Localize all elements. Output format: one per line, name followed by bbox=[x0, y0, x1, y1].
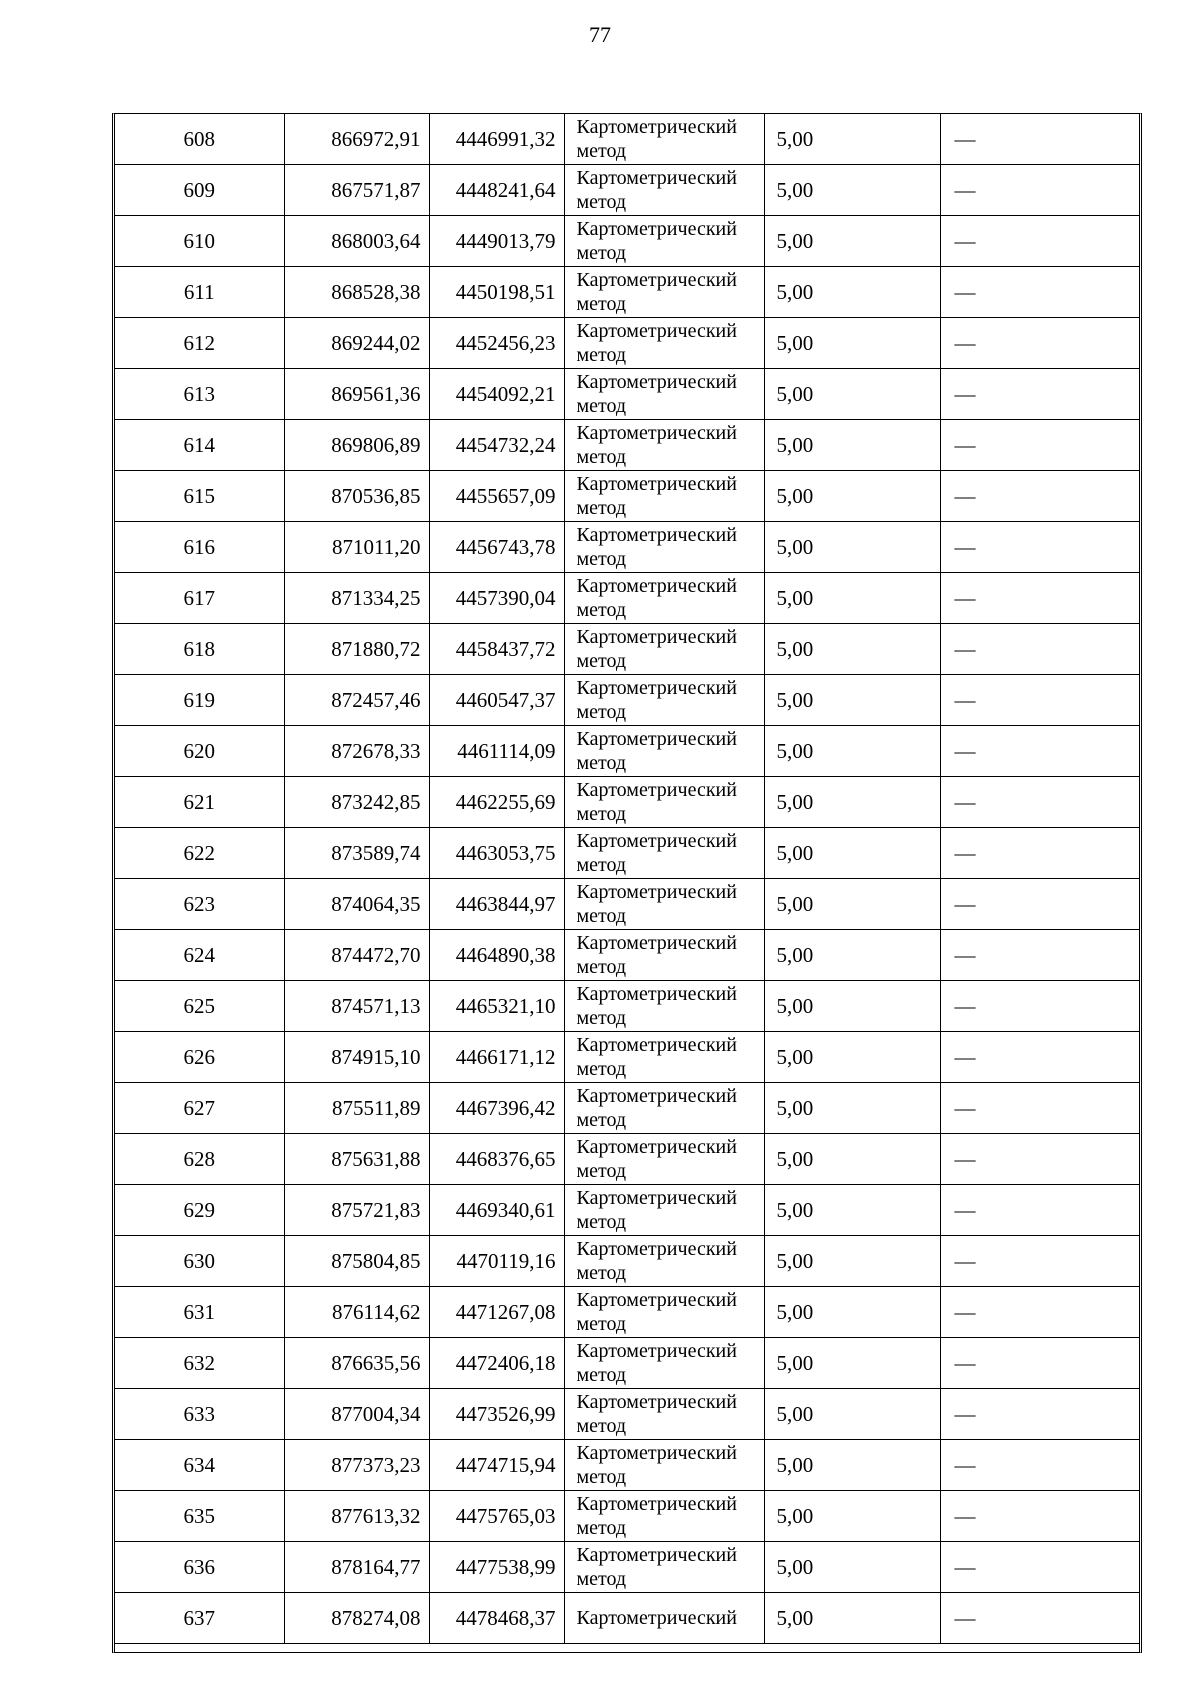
method-line-2: метод bbox=[576, 395, 627, 417]
x-coordinate: 877373,23 bbox=[284, 1440, 429, 1491]
point-number: 634 bbox=[115, 1440, 284, 1491]
method-cell bbox=[564, 1032, 764, 1083]
table-row bbox=[115, 1134, 1139, 1185]
table-row bbox=[115, 1542, 1139, 1593]
accuracy-value: 5,00 bbox=[764, 369, 940, 420]
method-line-1: Картометрический bbox=[576, 830, 737, 852]
method-cell bbox=[564, 522, 764, 573]
method-line-2: метод bbox=[576, 1415, 627, 1437]
point-number: 622 bbox=[115, 828, 284, 879]
point-number: 637 bbox=[115, 1593, 284, 1644]
table-row bbox=[115, 1389, 1139, 1440]
point-number: 633 bbox=[115, 1389, 284, 1440]
method-line-1: Картометрический bbox=[576, 1238, 737, 1260]
method-line-1: Картометрический bbox=[576, 371, 737, 393]
note-dash: — bbox=[940, 828, 1139, 879]
table-row bbox=[115, 318, 1139, 369]
method-line-2: метод bbox=[576, 1364, 627, 1386]
y-coordinate: 4460547,37 bbox=[429, 675, 564, 726]
accuracy-value: 5,00 bbox=[764, 1593, 940, 1644]
table-row bbox=[115, 1032, 1139, 1083]
method-line-1: Картометрический bbox=[576, 524, 737, 546]
y-coordinate: 4475765,03 bbox=[429, 1491, 564, 1542]
table-row bbox=[115, 114, 1139, 165]
table-row bbox=[115, 1185, 1139, 1236]
method-line-2: метод bbox=[576, 752, 627, 774]
table-row bbox=[115, 726, 1139, 777]
table-row bbox=[115, 420, 1139, 471]
method-line-1: Картометрический bbox=[576, 1085, 737, 1107]
table-row bbox=[115, 879, 1139, 930]
method-line-1: Картометрический bbox=[576, 320, 737, 342]
table-row bbox=[115, 930, 1139, 981]
method-cell bbox=[564, 1287, 764, 1338]
note-dash: — bbox=[940, 1338, 1139, 1389]
method-line-2: метод bbox=[576, 1517, 627, 1539]
method-cell bbox=[564, 624, 764, 675]
y-coordinate: 4458437,72 bbox=[429, 624, 564, 675]
x-coordinate: 867571,87 bbox=[284, 165, 429, 216]
accuracy-value: 5,00 bbox=[764, 777, 940, 828]
note-dash: — bbox=[940, 726, 1139, 777]
point-number: 632 bbox=[115, 1338, 284, 1389]
point-number: 631 bbox=[115, 1287, 284, 1338]
note-dash: — bbox=[940, 1542, 1139, 1593]
page-number: 77 bbox=[589, 22, 611, 47]
method-line-1: Картометрический bbox=[576, 881, 737, 903]
point-number: 610 bbox=[115, 216, 284, 267]
y-coordinate: 4450198,51 bbox=[429, 267, 564, 318]
y-coordinate: 4471267,08 bbox=[429, 1287, 564, 1338]
method-line-1: Картометрический bbox=[576, 218, 737, 240]
method-line-2: метод bbox=[576, 344, 627, 366]
note-dash: — bbox=[940, 1134, 1139, 1185]
table-row bbox=[115, 267, 1139, 318]
accuracy-value: 5,00 bbox=[764, 1083, 940, 1134]
y-coordinate: 4448241,64 bbox=[429, 165, 564, 216]
x-coordinate: 873589,74 bbox=[284, 828, 429, 879]
table-row bbox=[115, 216, 1139, 267]
y-coordinate: 4466171,12 bbox=[429, 1032, 564, 1083]
x-coordinate: 878164,77 bbox=[284, 1542, 429, 1593]
method-line-1: Картометрический bbox=[576, 167, 737, 189]
note-dash: — bbox=[940, 1593, 1139, 1644]
method-line-1: Картометрический bbox=[576, 677, 737, 699]
point-number: 626 bbox=[115, 1032, 284, 1083]
table-row bbox=[115, 624, 1139, 675]
x-coordinate: 871011,20 bbox=[284, 522, 429, 573]
accuracy-value: 5,00 bbox=[764, 573, 940, 624]
method-line-1: Картометрический bbox=[576, 1136, 737, 1158]
method-cell bbox=[564, 471, 764, 522]
x-coordinate: 876114,62 bbox=[284, 1287, 429, 1338]
method-line-2: метод bbox=[576, 242, 627, 264]
note-dash: — bbox=[940, 1287, 1139, 1338]
method-line-2: метод bbox=[576, 1313, 627, 1335]
accuracy-value: 5,00 bbox=[764, 675, 940, 726]
point-number: 617 bbox=[115, 573, 284, 624]
note-dash: — bbox=[940, 318, 1139, 369]
x-coordinate: 874472,70 bbox=[284, 930, 429, 981]
y-coordinate: 4472406,18 bbox=[429, 1338, 564, 1389]
method-line-2: метод bbox=[576, 599, 627, 621]
method-line-1: Картометрический bbox=[576, 575, 737, 597]
accuracy-value: 5,00 bbox=[764, 1491, 940, 1542]
method-cell bbox=[564, 1491, 764, 1542]
table-row bbox=[115, 1593, 1139, 1644]
method-cell bbox=[564, 1338, 764, 1389]
y-coordinate: 4454092,21 bbox=[429, 369, 564, 420]
coordinates-table bbox=[112, 113, 1142, 1653]
note-dash: — bbox=[940, 267, 1139, 318]
accuracy-value: 5,00 bbox=[764, 1440, 940, 1491]
point-number: 635 bbox=[115, 1491, 284, 1542]
note-dash: — bbox=[940, 777, 1139, 828]
note-dash: — bbox=[940, 1491, 1139, 1542]
method-line-1: Картометрический bbox=[576, 626, 737, 648]
y-coordinate: 4446991,32 bbox=[429, 114, 564, 165]
method-line-1: Картометрический bbox=[576, 473, 737, 495]
note-dash: — bbox=[940, 573, 1139, 624]
table-row bbox=[115, 573, 1139, 624]
note-dash: — bbox=[940, 114, 1139, 165]
point-number: 636 bbox=[115, 1542, 284, 1593]
accuracy-value: 5,00 bbox=[764, 1134, 940, 1185]
method-cell bbox=[564, 777, 764, 828]
table-row bbox=[115, 1287, 1139, 1338]
method-line-1: Картометрический bbox=[576, 779, 737, 801]
x-coordinate: 869561,36 bbox=[284, 369, 429, 420]
table-row bbox=[115, 777, 1139, 828]
method-line-1: Картометрический bbox=[576, 1187, 737, 1209]
method-cell bbox=[564, 726, 764, 777]
point-number: 613 bbox=[115, 369, 284, 420]
point-number: 621 bbox=[115, 777, 284, 828]
x-coordinate: 869244,02 bbox=[284, 318, 429, 369]
note-dash: — bbox=[940, 981, 1139, 1032]
method-cell bbox=[564, 1542, 764, 1593]
note-dash: — bbox=[940, 930, 1139, 981]
method-line-2: метод bbox=[576, 548, 627, 570]
method-cell bbox=[564, 573, 764, 624]
method-cell bbox=[564, 216, 764, 267]
method-cell bbox=[564, 879, 764, 930]
method-line-1: Картометрический bbox=[576, 1391, 737, 1413]
y-coordinate: 4470119,16 bbox=[429, 1236, 564, 1287]
accuracy-value: 5,00 bbox=[764, 267, 940, 318]
method-line-2: метод bbox=[576, 905, 627, 927]
method-cell bbox=[564, 981, 764, 1032]
x-coordinate: 868003,64 bbox=[284, 216, 429, 267]
x-coordinate: 875721,83 bbox=[284, 1185, 429, 1236]
point-number: 625 bbox=[115, 981, 284, 1032]
accuracy-value: 5,00 bbox=[764, 1542, 940, 1593]
note-dash: — bbox=[940, 879, 1139, 930]
y-coordinate: 4474715,94 bbox=[429, 1440, 564, 1491]
method-line-1: Картометрический bbox=[576, 1607, 737, 1629]
method-line-1: Картометрический bbox=[576, 1340, 737, 1362]
method-line-2: метод bbox=[576, 1568, 627, 1590]
x-coordinate: 875631,88 bbox=[284, 1134, 429, 1185]
table-row bbox=[115, 522, 1139, 573]
method-line-2: метод bbox=[576, 1466, 627, 1488]
method-line-1: Картометрический bbox=[576, 932, 737, 954]
note-dash: — bbox=[940, 216, 1139, 267]
table-row bbox=[115, 369, 1139, 420]
method-line-1: Картометрический bbox=[576, 728, 737, 750]
note-dash: — bbox=[940, 165, 1139, 216]
point-number: 629 bbox=[115, 1185, 284, 1236]
y-coordinate: 4465321,10 bbox=[429, 981, 564, 1032]
x-coordinate: 871880,72 bbox=[284, 624, 429, 675]
method-line-2: метод bbox=[576, 293, 627, 315]
table-row bbox=[115, 1083, 1139, 1134]
x-coordinate: 869806,89 bbox=[284, 420, 429, 471]
y-coordinate: 4457390,04 bbox=[429, 573, 564, 624]
y-coordinate: 4461114,09 bbox=[429, 726, 564, 777]
accuracy-value: 5,00 bbox=[764, 1032, 940, 1083]
point-number: 620 bbox=[115, 726, 284, 777]
note-dash: — bbox=[940, 675, 1139, 726]
method-cell bbox=[564, 1389, 764, 1440]
accuracy-value: 5,00 bbox=[764, 420, 940, 471]
y-coordinate: 4452456,23 bbox=[429, 318, 564, 369]
x-coordinate: 877004,34 bbox=[284, 1389, 429, 1440]
x-coordinate: 874064,35 bbox=[284, 879, 429, 930]
accuracy-value: 5,00 bbox=[764, 522, 940, 573]
method-cell bbox=[564, 1134, 764, 1185]
table-row bbox=[115, 675, 1139, 726]
method-line-1: Картометрический bbox=[576, 1034, 737, 1056]
method-line-1: Картометрический bbox=[576, 1442, 737, 1464]
table-row bbox=[115, 1491, 1139, 1542]
point-number: 627 bbox=[115, 1083, 284, 1134]
point-number: 619 bbox=[115, 675, 284, 726]
method-line-2: метод bbox=[576, 701, 627, 723]
y-coordinate: 4463053,75 bbox=[429, 828, 564, 879]
point-number: 623 bbox=[115, 879, 284, 930]
accuracy-value: 5,00 bbox=[764, 216, 940, 267]
x-coordinate: 872457,46 bbox=[284, 675, 429, 726]
table-row bbox=[115, 165, 1139, 216]
accuracy-value: 5,00 bbox=[764, 1236, 940, 1287]
method-line-2: метод bbox=[576, 956, 627, 978]
table-row bbox=[115, 1236, 1139, 1287]
x-coordinate: 874915,10 bbox=[284, 1032, 429, 1083]
accuracy-value: 5,00 bbox=[764, 1185, 940, 1236]
method-line-1: Картометрический bbox=[576, 1544, 737, 1566]
x-coordinate: 870536,85 bbox=[284, 471, 429, 522]
x-coordinate: 877613,32 bbox=[284, 1491, 429, 1542]
method-line-1: Картометрический bbox=[576, 116, 737, 138]
y-coordinate: 4464890,38 bbox=[429, 930, 564, 981]
accuracy-value: 5,00 bbox=[764, 624, 940, 675]
accuracy-value: 5,00 bbox=[764, 726, 940, 777]
method-line-1: Картометрический bbox=[576, 269, 737, 291]
x-coordinate: 866972,91 bbox=[284, 114, 429, 165]
y-coordinate: 4473526,99 bbox=[429, 1389, 564, 1440]
y-coordinate: 4455657,09 bbox=[429, 471, 564, 522]
point-number: 611 bbox=[115, 267, 284, 318]
method-line-1: Картометрический bbox=[576, 1289, 737, 1311]
method-line-2: метод bbox=[576, 854, 627, 876]
method-cell bbox=[564, 1440, 764, 1491]
note-dash: — bbox=[940, 1185, 1139, 1236]
method-line-2: метод bbox=[576, 1109, 627, 1131]
accuracy-value: 5,00 bbox=[764, 1389, 940, 1440]
note-dash: — bbox=[940, 522, 1139, 573]
y-coordinate: 4462255,69 bbox=[429, 777, 564, 828]
method-line-2: метод bbox=[576, 446, 627, 468]
x-coordinate: 876635,56 bbox=[284, 1338, 429, 1389]
x-coordinate: 875511,89 bbox=[284, 1083, 429, 1134]
note-dash: — bbox=[940, 420, 1139, 471]
x-coordinate: 878274,08 bbox=[284, 1593, 429, 1644]
accuracy-value: 5,00 bbox=[764, 165, 940, 216]
note-dash: — bbox=[940, 624, 1139, 675]
x-coordinate: 872678,33 bbox=[284, 726, 429, 777]
point-number: 628 bbox=[115, 1134, 284, 1185]
method-cell bbox=[564, 1185, 764, 1236]
note-dash: — bbox=[940, 1389, 1139, 1440]
method-cell bbox=[564, 828, 764, 879]
point-number: 612 bbox=[115, 318, 284, 369]
note-dash: — bbox=[940, 471, 1139, 522]
method-line-1: Картометрический bbox=[576, 422, 737, 444]
point-number: 630 bbox=[115, 1236, 284, 1287]
method-cell bbox=[564, 165, 764, 216]
x-coordinate: 871334,25 bbox=[284, 573, 429, 624]
point-number: 608 bbox=[115, 114, 284, 165]
x-coordinate: 874571,13 bbox=[284, 981, 429, 1032]
accuracy-value: 5,00 bbox=[764, 471, 940, 522]
accuracy-value: 5,00 bbox=[764, 930, 940, 981]
table-row bbox=[115, 1338, 1139, 1389]
method-cell bbox=[564, 930, 764, 981]
note-dash: — bbox=[940, 1083, 1139, 1134]
method-line-2: метод bbox=[576, 497, 627, 519]
table-body bbox=[115, 114, 1139, 1644]
method-cell bbox=[564, 420, 764, 471]
method-cell bbox=[564, 114, 764, 165]
accuracy-value: 5,00 bbox=[764, 318, 940, 369]
note-dash: — bbox=[940, 1440, 1139, 1491]
method-line-2: метод bbox=[576, 1007, 627, 1029]
method-line-2: метод bbox=[576, 1262, 627, 1284]
method-cell bbox=[564, 369, 764, 420]
method-cell bbox=[564, 1593, 764, 1644]
point-number: 609 bbox=[115, 165, 284, 216]
y-coordinate: 4456743,78 bbox=[429, 522, 564, 573]
point-number: 615 bbox=[115, 471, 284, 522]
method-line-2: метод bbox=[576, 1160, 627, 1182]
y-coordinate: 4467396,42 bbox=[429, 1083, 564, 1134]
point-number: 624 bbox=[115, 930, 284, 981]
point-number: 614 bbox=[115, 420, 284, 471]
point-number: 616 bbox=[115, 522, 284, 573]
accuracy-value: 5,00 bbox=[764, 1338, 940, 1389]
method-line-2: метод bbox=[576, 1211, 627, 1233]
note-dash: — bbox=[940, 1236, 1139, 1287]
x-coordinate: 875804,85 bbox=[284, 1236, 429, 1287]
x-coordinate: 873242,85 bbox=[284, 777, 429, 828]
table-row bbox=[115, 1440, 1139, 1491]
accuracy-value: 5,00 bbox=[764, 879, 940, 930]
y-coordinate: 4468376,65 bbox=[429, 1134, 564, 1185]
method-line-2: метод bbox=[576, 1058, 627, 1080]
method-line-2: метод bbox=[576, 803, 627, 825]
note-dash: — bbox=[940, 1032, 1139, 1083]
method-line-1: Картометрический bbox=[576, 1493, 737, 1515]
y-coordinate: 4454732,24 bbox=[429, 420, 564, 471]
y-coordinate: 4477538,99 bbox=[429, 1542, 564, 1593]
y-coordinate: 4469340,61 bbox=[429, 1185, 564, 1236]
y-coordinate: 4463844,97 bbox=[429, 879, 564, 930]
method-cell bbox=[564, 1083, 764, 1134]
table-row bbox=[115, 828, 1139, 879]
y-coordinate: 4478468,37 bbox=[429, 1593, 564, 1644]
y-coordinate: 4449013,79 bbox=[429, 216, 564, 267]
method-cell bbox=[564, 267, 764, 318]
table-row bbox=[115, 471, 1139, 522]
point-number: 618 bbox=[115, 624, 284, 675]
accuracy-value: 5,00 bbox=[764, 828, 940, 879]
method-line-2: метод bbox=[576, 191, 627, 213]
method-cell bbox=[564, 318, 764, 369]
accuracy-value: 5,00 bbox=[764, 981, 940, 1032]
x-coordinate: 868528,38 bbox=[284, 267, 429, 318]
accuracy-value: 5,00 bbox=[764, 1287, 940, 1338]
table-row bbox=[115, 981, 1139, 1032]
note-dash: — bbox=[940, 369, 1139, 420]
method-line-1: Картометрический bbox=[576, 983, 737, 1005]
method-line-2: метод bbox=[576, 140, 627, 162]
method-cell bbox=[564, 1236, 764, 1287]
accuracy-value: 5,00 bbox=[764, 114, 940, 165]
method-cell bbox=[564, 675, 764, 726]
method-line-2: метод bbox=[576, 650, 627, 672]
